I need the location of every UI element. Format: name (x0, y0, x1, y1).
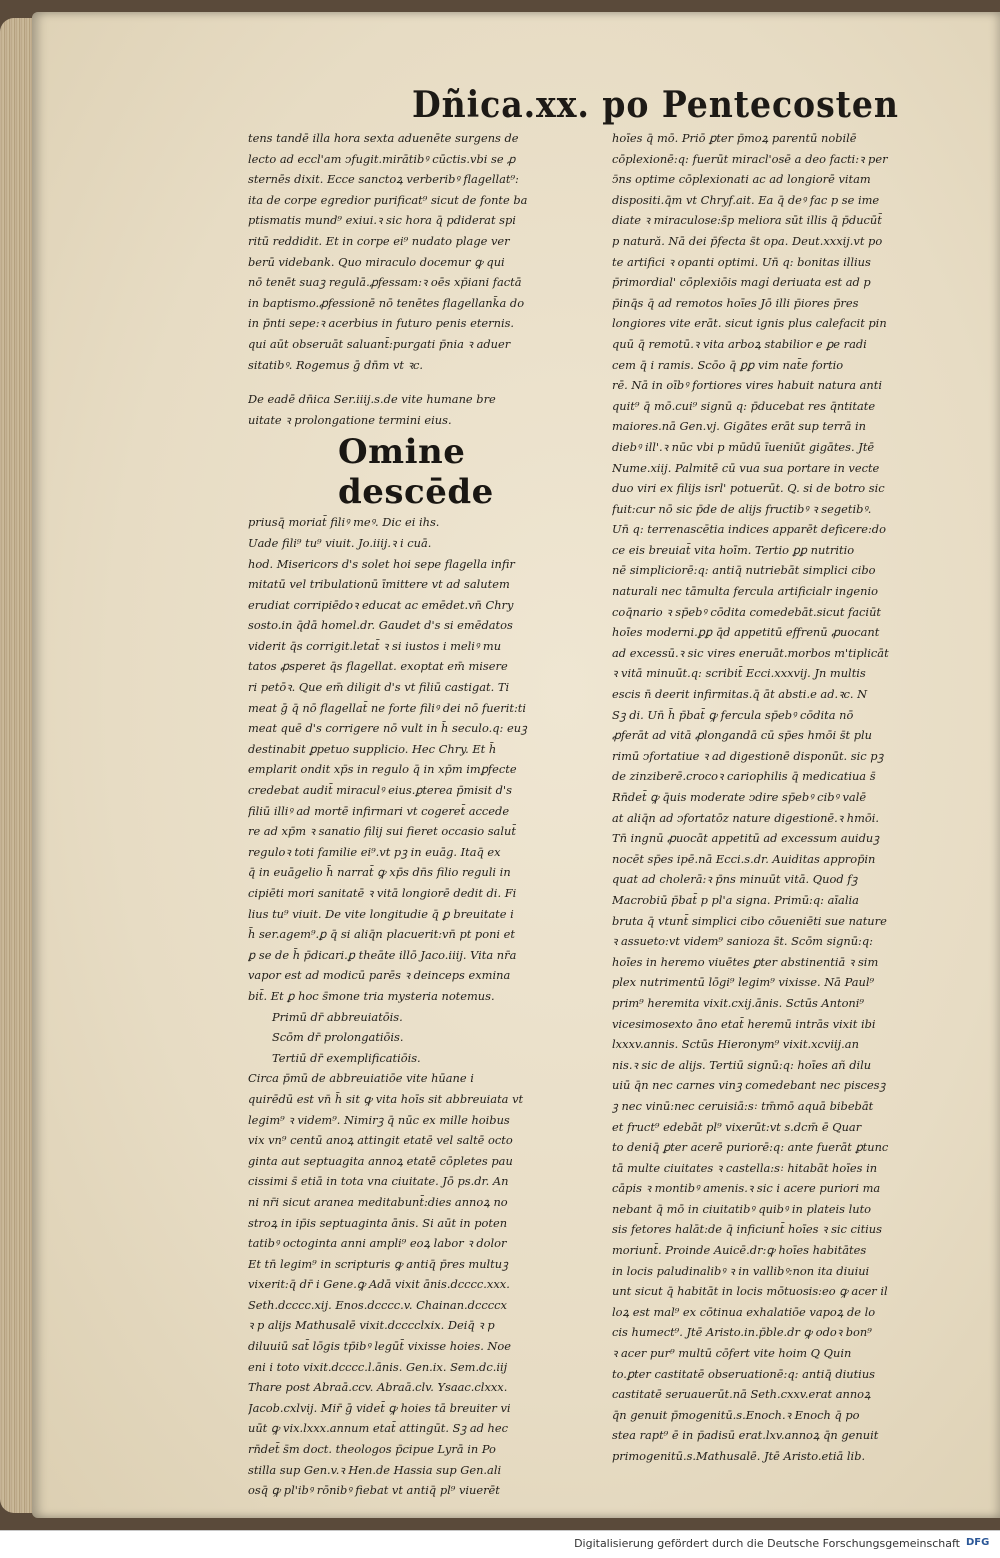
text-line: duo viri ex filijs isrl' potuerūt. Q. si de botro sic (612, 481, 885, 496)
text-line: unt sicut q̄ habitāt in locis mōtuosis:eo ꝙ acer il (612, 1284, 888, 1299)
text-line: priusq̄ moriat̄ filiꝰ meꝰ. Dic ei ihs. (248, 515, 440, 530)
text-line: meat ḡ q̄ nō flagellat̄ ne forte filiꝰ dei nō fuerit:ti (248, 700, 527, 715)
text-line: in locis paludinalibꝰ ꝛ in vallibꝰ:non ita diuiui (612, 1263, 870, 1278)
text-line: lius tu⁹ viuit. De vite longitudie q̄ ꝑ breuitate i (248, 906, 514, 921)
text-line: ritū reddidit. Et in corpe ei⁹ nudato plage ver (248, 233, 510, 248)
text-line: qui aūt obseruāt saluant̄:purgati p̄nia ꝛ aduer (248, 336, 511, 351)
text-line: ꝫ nec vinū:nec ceruisiā:s꞉ tm̄mō aquā bibebāt (612, 1098, 874, 1113)
paragraph-gap (248, 375, 588, 389)
list-item: Tertiū dr̄ exemplificatiōis. (272, 1050, 421, 1065)
text-line: loꝝ est mal⁹ ex cōtinua exhalatiōe vapoꝝ de lo (612, 1304, 876, 1319)
text-line: p̄rimordial' cōplexiōis magi̇ deriuata est ad p (612, 275, 871, 290)
text-line: uūt ꝙ vix.lxxx.annum etat̄ attingūt. Sꝫ ad hec (248, 1421, 509, 1436)
text-line: q̄n genuit p̄mogenitū.s.Enoch.ꝛ Enoch q̄ po (612, 1407, 860, 1422)
text-line: quat ad cholerā:ꝛ p̄ns minuūt vitā. Quod fꝫ (612, 872, 858, 887)
text-line: Jacob.cxlvij. Mir̄ ḡ videt̄ ꝙ hoies tā breuiter vi (248, 1400, 511, 1415)
text-line: to.ꝑter castitatē obseruationē:q: antiq̄ diutius (612, 1366, 875, 1381)
text-line: in p̄nti sepe:ꝛ acerbius in futuro penis eternis. (248, 316, 515, 331)
text-line: tens tandē illa hora sexta aduenēte surgens de (248, 131, 519, 145)
text-line: Thare post Abraā.ccv. Abraā.clv. Ysaac.clxxx. (248, 1380, 508, 1395)
text-line: hod. Misericors d's solet hoi sepe flagella infir (248, 556, 515, 571)
text-line: vix vn⁹ centū anoꝝ attingit etatē vel saltē octo (248, 1133, 513, 1148)
text-line: naturali nec tāmulta fercula artificialr ingenio (612, 584, 878, 599)
text-line: diate ꝛ miraculose:s̄p meliora sūt illis q̄ p̄ducūt̄ (612, 213, 882, 228)
text-line: lxxxv.annis. Sctūs Hieronym⁹ vixit.xcviij.an (612, 1037, 859, 1052)
text-line: ꝛ assueto:vt videm⁹ sanioza s̄t. Scōm signū:q: (612, 934, 874, 949)
text-line: vicesimosexto āno etat̄ heremū intrās vixit ibi (612, 1016, 876, 1031)
text-line: emplarit ondit xp̄s in regulo q̄ in xp̄m imꝑfecte (248, 762, 517, 777)
text-line: dispositi.q̄m vt Chryf.ait. Ea q̄ deꝰ fac p se ime (612, 192, 880, 207)
text-line: legim⁹ ꝛ videm⁹. Nimirꝫ q̄ nūc ex mille hoibus (248, 1112, 510, 1127)
right-column (612, 128, 950, 1467)
text-line: sternēs dixit. Ecce sanctoꝝ verberibꝰ flagellat⁹: (248, 172, 519, 187)
text-line: prim⁹ heremita vixit.cxij.ānis. Sctūs Antoni⁹ (612, 995, 864, 1010)
text-line: stea rapt⁹ ē in p̄adisū erat.lxv.annoꝝ q̄n genuit (612, 1428, 879, 1443)
text-line: escis n̄ deerit infirmitas.q̄ āt absti.e ad.ꝛc. N (612, 687, 868, 702)
text-line: mitatū vel tribulationū īmittere vt ad salutem (248, 577, 510, 592)
text-line: cāpis ꝛ montibꝰ amenis.ꝛ sic i acere puriori ma (612, 1181, 881, 1196)
text-line: credebat audit̄ miraculꝰ eius.ꝑterea p̄misit d's (248, 783, 512, 798)
rubric-line: uitate ꝛ prolongatione termini eius. (248, 412, 452, 427)
text-line: nebant q̄ mō in ciuitatibꝰ quibꝰ in plateis luto (612, 1201, 872, 1216)
text-line: ce eis breuiat̄ vita hoīm. Tertio ꝑꝑ nutritio (612, 542, 855, 557)
dfg-logo: DFG (966, 1537, 990, 1548)
text-line: to deniq̄ ꝑter acerē puriorē:q: ante fuerāt ꝑtunc (612, 1140, 889, 1155)
text-line: tā multe ciuitates ꝛ castella:s꞉ hitabāt hoīes in (612, 1160, 878, 1175)
text-line: berū videbank. Quo miraculo docemur ꝙ qui (248, 254, 505, 269)
text-line: et fruct⁹ edebāt pl⁹ vixerūt:vt s.dcm̄ ē Quar (612, 1119, 862, 1134)
text-line: vapor est ad modicū parēs ꝛ deinceps exmina (248, 968, 511, 983)
text-line: quirēdū est vn̄ h̄ sit ꝙ vita hoīs sit abbreuiata vt (248, 1091, 524, 1106)
text-line: hoīes moderni.ꝑꝑ q̄d appetitū effrenū ꝓuocant (612, 625, 880, 640)
text-line: tatos ꝓsperet q̄s flagellat. exoptat em̄ misere (248, 659, 508, 674)
text-line: reguloꝛ toti familie ei⁹.vt pꝫ in euāg. Itaq̄ ex (248, 844, 501, 859)
text-line: cōplexionē:q: fuerūt miracl'osē a deo facti:ꝛ per (612, 151, 888, 166)
text-line: ginta aut septuagita annoꝝ etatē cōpletes pau (248, 1153, 513, 1168)
text-line: nē simpliciorē:q: antiq̄ nutriebāt simplici cibo (612, 563, 876, 578)
text-line: bruta q̄ vtunt̄ simplici cibo cōueniēti sue nature (612, 913, 887, 928)
text-line: diluuiū sat̄ lōgis tp̄ibꝰ legūt̄ vixisse hoies. Noe (248, 1339, 511, 1354)
text-line: ni nr̄i sicut aranea meditabunt̄:dies annoꝝ no (248, 1194, 508, 1209)
text-line: cissimi s̄ etiā in tota vna ciuitate. Jō ps.dr. An (248, 1174, 509, 1189)
left-column (248, 128, 588, 1501)
text-line: cis humect⁹. Jtē Aristo.in.p̄ble.dr ꝙ odoꝛ bon⁹ (612, 1325, 872, 1340)
text-line: quit⁹ q̄ mō.cui⁹ signū q: p̄ducebat res q̄ntitate (612, 398, 876, 413)
text-line: Circa p̄mū de abbreuiatiōe vite hūane i (248, 1071, 474, 1086)
running-head: Dñica.xx. po Pentecosten (412, 84, 899, 126)
text-line: diebꝰ ill'.ꝛ nūc vbi p mūdū īueniūt gigātes. Jtē (612, 439, 875, 454)
text-line: Nume.xiij. Palmitē cū vua sua portare in vecte (612, 460, 880, 475)
text-line: ꝛ acer pur⁹ multū cōfert vite hoim Q Quin (612, 1346, 852, 1361)
rubric-line: De eadē dn̄ica Ser.iiij.s.de vite humane bre (248, 392, 496, 407)
text-line: rimū ↄfortatiue ꝛ ad digestionē disponūt. sic pꝫ (612, 748, 884, 763)
list-item: Scōm dr̄ prolongatiōis. (272, 1030, 404, 1045)
text-line: q̄ in euāgelio h̄ narrat̄ ꝙ xp̄s dn̄s filio reguli in (248, 865, 511, 880)
text-line: de zinziberē.crocoꝛ cariophilis q̄ medicatiua s̄ (612, 769, 876, 784)
text-line: h̄ ser.agem⁹.ꝑ q̄ si aliq̄n placuerit:vn̄ pt poni et (248, 927, 516, 942)
text-line: rn̄det̄ s̄m doct. theologos p̄cipue Lyrā in Po (248, 1442, 496, 1457)
text-line: erudiat corripiēdoꝛ educat ac emēdet.vn̄ Chry (248, 597, 514, 612)
text-line: stroꝝ in ip̄is septuaginta ānis. Si aūt in poten (248, 1215, 508, 1230)
text-line: nocēt sp̄es ipē.nā Ecci.s.dr. Auiditas approp̄in (612, 851, 876, 866)
text-line: Uade fili⁹ tu⁹ viuit. Jo.iiij.ꝛ i cuā. (248, 535, 432, 550)
text-line: lecto ad eccl'am ↄfugit.mirātibꝰ cūctis.vbi se ꝓ (248, 151, 516, 166)
text-line: ri petōꝛ. Que em̄ diligit d's vt filiū castigat. Ti (248, 680, 510, 695)
text-line: tatibꝰ octoginta anni ampli⁹ eoꝝ labor ꝛ dolor (248, 1236, 507, 1251)
text-line: uiū q̄n nec carnes vinꝫ comedebant nec piscesꝫ (612, 1078, 886, 1093)
text-line: ꝛ vitā minuūt.q: scribit̄ Ecci.xxxvij. Jn multis (612, 666, 866, 681)
text-line: quū q̄ remotū.ꝛ vita arboꝝ stabilior e ꝑe radi (612, 336, 867, 351)
text-line: re ad xp̄m ꝛ sanatio filij sui fieret occasio salut̄ (248, 824, 516, 839)
text-line: destinabit ꝑpetuo supplicio. Hec Chry. Et h̄ (248, 741, 497, 756)
text-line: Un̄ q: terrenascētia indices apparēt deficere:do (612, 522, 886, 537)
text-line: Sꝫ di. Un̄ h̄ p̄bat̄ ꝙ fercula sp̄ebꝰ cōdita nō (612, 707, 854, 722)
text-line: bit̄. Et ꝑ hoc s̄mone tria mysteria notemus. (248, 988, 495, 1003)
text-line: p natură. Nā dei p̄fecta s̄t opa. Deut.xxxij.vt po (612, 233, 883, 248)
text-line: nis.ꝛ sic de alijs. Tertiū signū:q: hoīes añ dilu (612, 1057, 872, 1072)
text-line: eni i toto vixit.dcccc.l.ānis. Gen.ix. Sem.dc.iij (248, 1359, 508, 1374)
text-line: sitatibꝰ. Rogemus ḡ dn̄m vt ꝛc. (248, 357, 424, 372)
text-line: ptismatis mund⁹ exiui.ꝛ sic hora q̄ pdiderat spi (248, 213, 516, 228)
text-line: ꝓferāt ad vitā ꝓlongandā cū sp̄es hmōi s̄t plu (612, 728, 873, 743)
text-line: rē. Nā in oībꝰ fortiores vires habuit natura anti (612, 378, 882, 393)
text-line: ꝑ se de h̄ p̄dicari.ꝑ theāte illō Jaco.iiij. Vita nr̄a (248, 947, 517, 962)
text-line: filiū illiꝰ ad mortē infirmari vt cogeret̄ accede (248, 803, 510, 818)
text-line: Et tn̄ legim⁹ in scripturis ꝙ antiq̄ p̄res multuꝫ (248, 1256, 508, 1271)
text-line: Tn̄ ingnū ꝓuocāt appetitū ad excessum auiduꝫ (612, 831, 880, 846)
footer-bar (0, 1530, 1000, 1558)
text-line: plex nutrimentū lōgi⁹ legim⁹ vixisse. Nā Paul⁹ (612, 975, 875, 990)
incipit-heading: Omine descēde (338, 432, 494, 513)
text-line: nō tenēt suaꝫ regulā.ꝓfessam:ꝛ oēs xp̄iani factā (248, 275, 522, 290)
text-line: cipiēti mori sanitatē ꝛ vitā longiorē dedit di. Fi (248, 886, 517, 900)
text-line: fuit:cur nō sic p̄de de alijs fructibꝰ ꝛ segetibꝰ. (612, 501, 872, 516)
text-line: castitatē seruauerūt.nā Seth.cxxv.erat annoꝝ (612, 1387, 871, 1402)
text-line: in baptismo.ꝓfessionē nō tenētes flagellank̄a do (248, 295, 525, 310)
footer-credit: Digitalisierung gefördert durch die Deutsche Forschungsgemeinschaft (574, 1537, 960, 1550)
list-item: Primū dr̄ abbreuiatōis. (272, 1009, 403, 1024)
text-line: sosto.in q̄dā homel.dr. Gaudet d's si emēdatos (248, 618, 513, 633)
text-line: ꝛ p alijs Mathusalē vixit.dcccclxix. Deiq̄ ꝛ p (248, 1318, 495, 1333)
text-line: osq̄ ꝙ pl'ibꝰ rōnibꝰ fiebat vt antiq̄ pl⁹ viuerēt (248, 1483, 500, 1498)
text-line: te artifici ꝛ opanti optimi. Un̄ q: bonitas illius (612, 254, 871, 269)
text-line: coq̄nario ꝛ sp̄ebꝰ cōdita comedebāt.sicut faciūt (612, 604, 881, 619)
text-line: longiores vite erāt. sicut ignis plus calefacit pin (612, 316, 887, 331)
text-line: maiores.nā Gen.vj. Gigātes erāt sup terrā in (612, 419, 866, 434)
text-line: sis fetores halāt:de q̄ inficiunt̄ hoīes ꝛ sic citius (612, 1222, 882, 1237)
text-line: at aliq̄n ad ↄfortatōz nature digestionē.ꝛ hmōi. (612, 810, 880, 825)
text-line: Seth.dcccc.xij. Enos.dcccc.v. Chainan.dccccx (248, 1297, 507, 1312)
text-line: cem q̄ i ramis. Scōo q̄ ꝑꝑ vim nat̄e fortio (612, 357, 844, 372)
text-line: meat quē d's corrigere nō vult in h̄ seculo.q: euꝫ (248, 721, 527, 736)
text-line: Macrobiū p̄bat̄ p pl'a signa. Primū:q: aīalia (612, 892, 859, 907)
text-line: stilla sup Gen.v.ꝛ Hen.de Hassia sup Gen.ali (248, 1462, 502, 1477)
text-line: Rn̄det̄ ꝙ q̄uis moderate ↄdire sp̄ebꝰ cibꝰ valē (612, 790, 867, 804)
text-line: hoīes q̄ mō. Priō ꝑter p̄moꝝ parentū nobilē (612, 131, 857, 145)
text-line: ↄ̄ns optime cōplexionati ac ad longiorē vitam (612, 172, 871, 187)
text-line: ita de corpe egredior purificat⁹ sicut de fonte ba (248, 192, 528, 207)
text-line: hoīes in heremo viuētes ꝑter abstinentiā ꝛ sim (612, 954, 879, 969)
text-line: moriunt̄. Proinde Auicē.dr:ꝙ hoīes habitātes (612, 1243, 867, 1258)
text-line: primogenitū.s.Mathusalē. Jtē Aristo.etiā lib. (612, 1449, 866, 1463)
text-line: ad excessū.ꝛ sic vires eneruāt.morbos m'tiplicāt (612, 645, 889, 660)
text-line: viderit q̄s corrigit.letat̄ ꝛ si iustos i meliꝰ mu (248, 638, 502, 653)
text-line: p̄inq̄s q̄ ad remotos hoīes Jō illi p̄iores p̄res (612, 295, 859, 310)
text-line: vixerit:q̄ dr̄ i Gene.ꝙ Adā vixit ānis.dcccc.xxx. (248, 1277, 510, 1292)
